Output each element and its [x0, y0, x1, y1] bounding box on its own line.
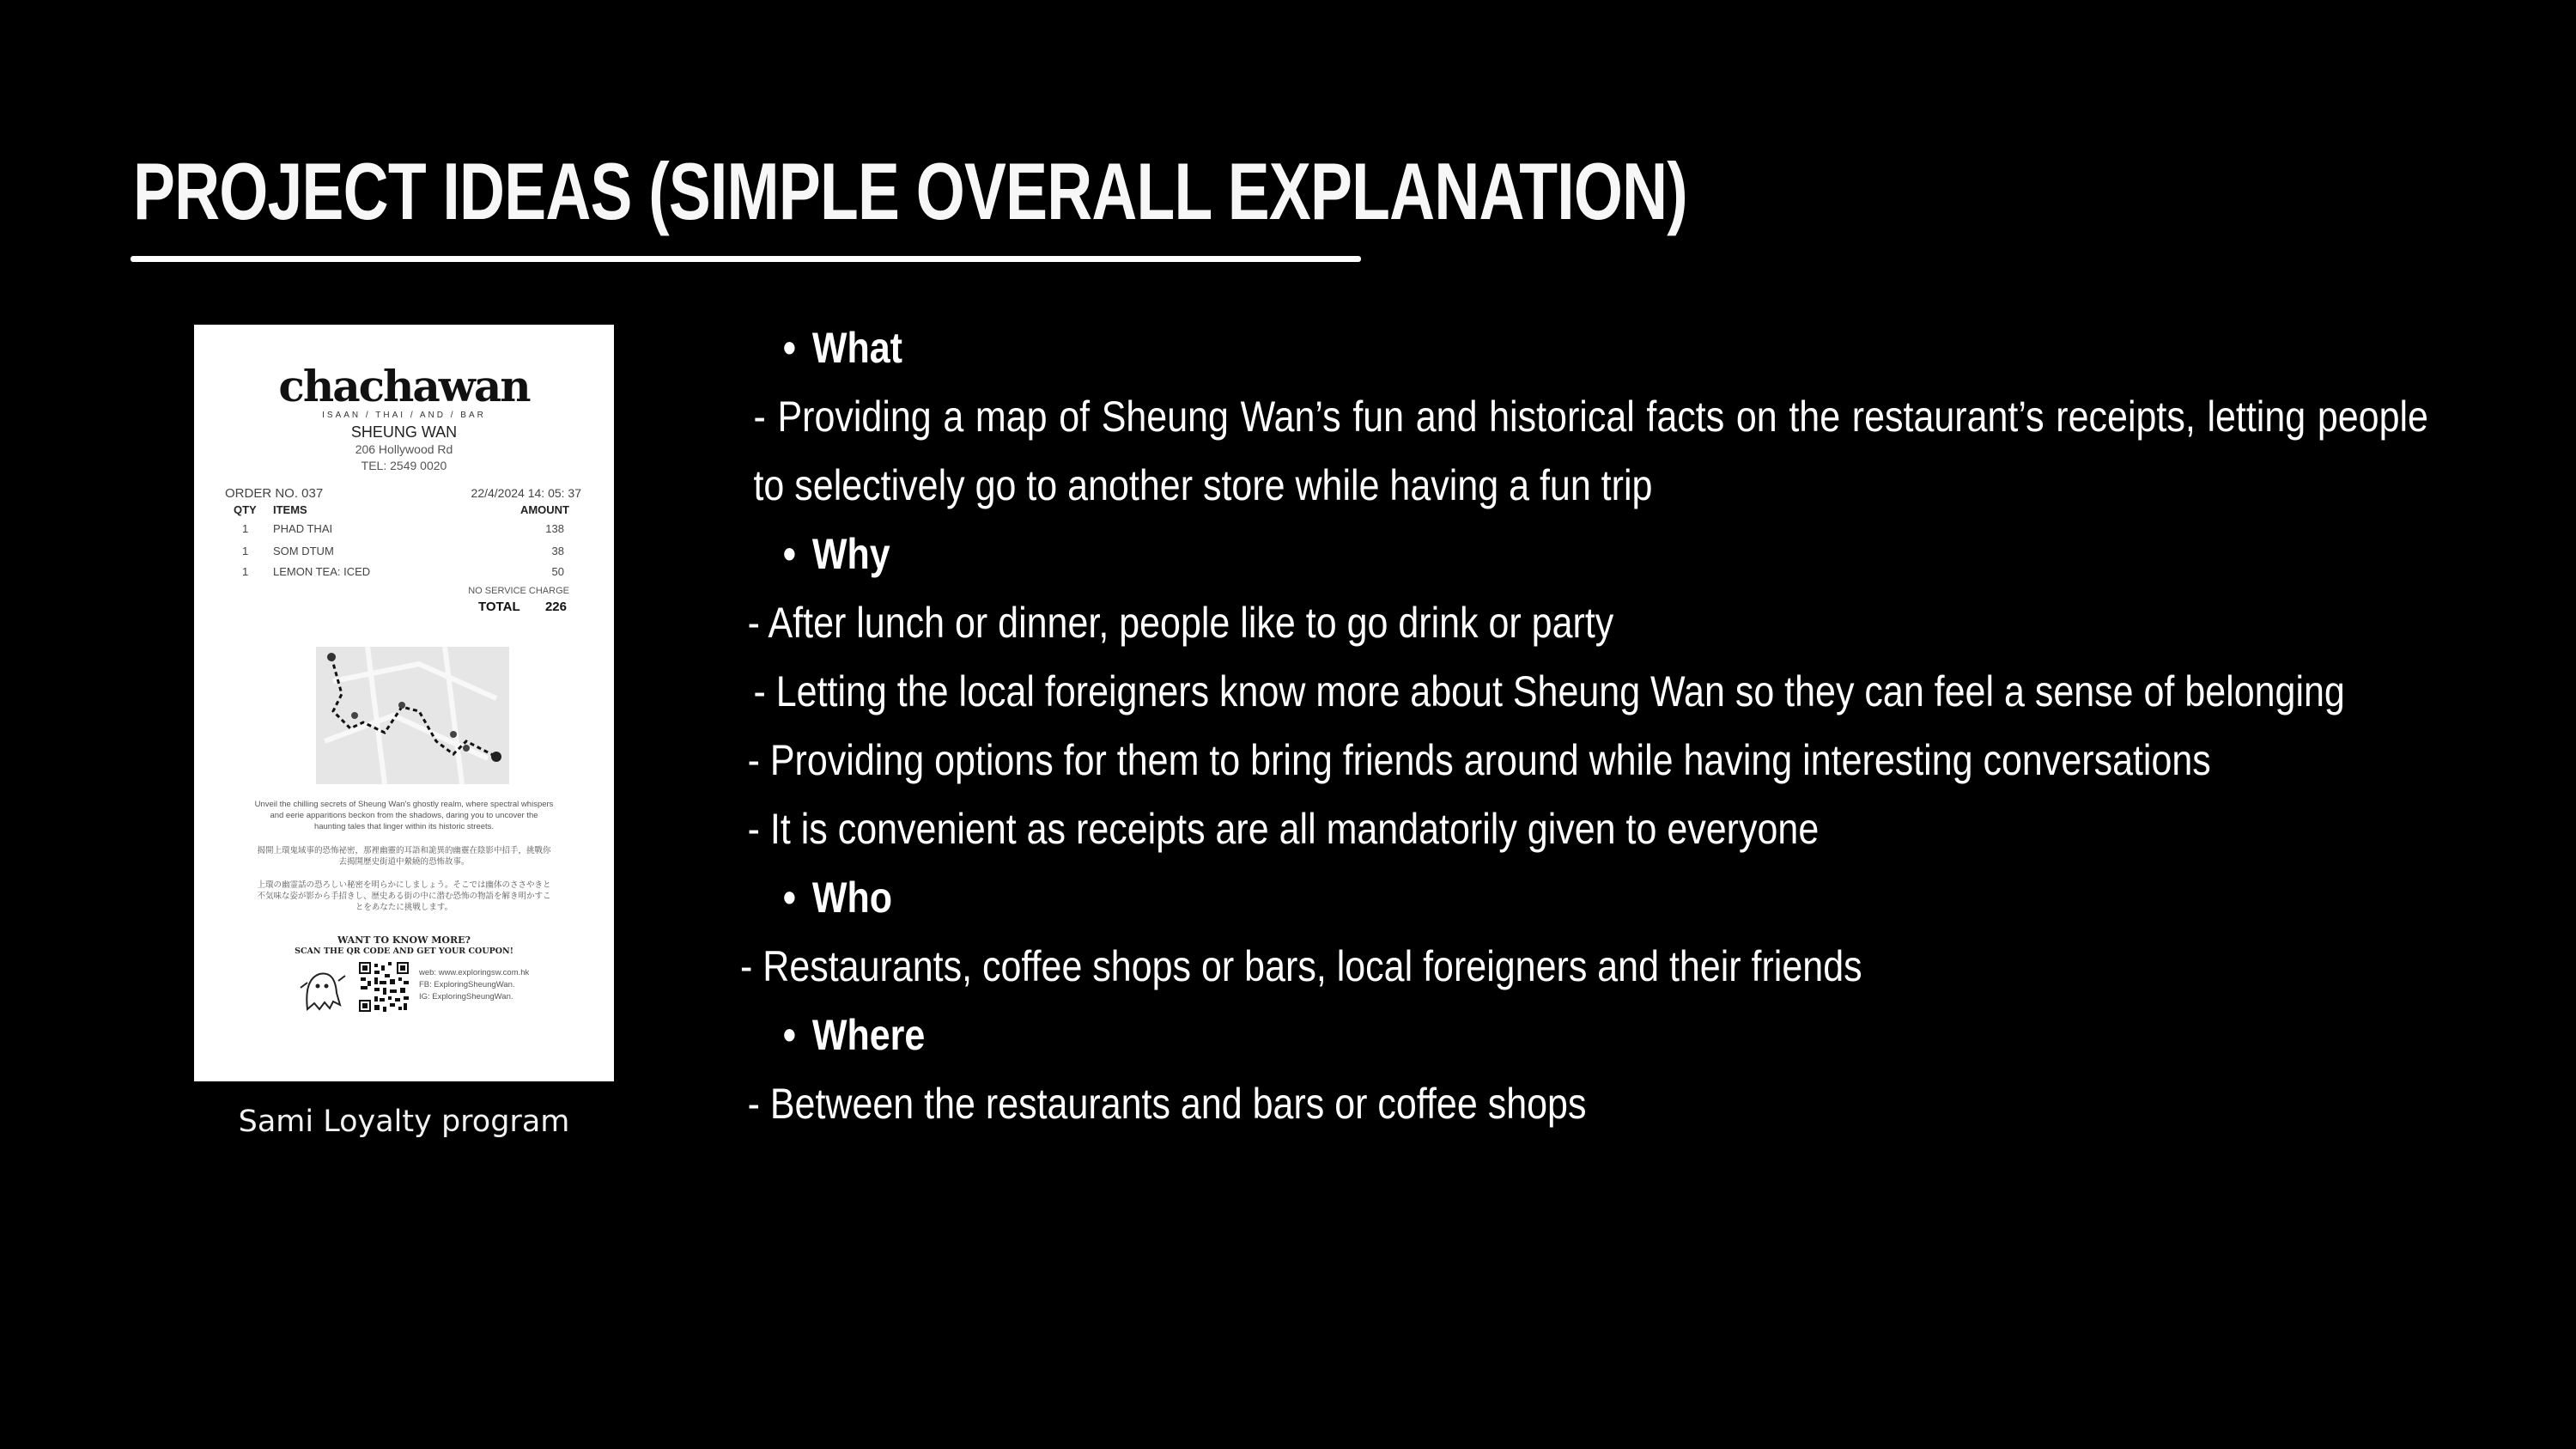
receipt-col-qty: QTY [234, 503, 257, 516]
receipt-service-note: NO SERVICE CHARGE [468, 586, 569, 596]
receipt-story-en: Unveil the chilling secrets of Sheung Wan's ghostly realm, where spectral whispers and eerie apparitions beckon from the shadows, daring you to uncover the haunting tales that linger within its historic streets. [254, 800, 554, 831]
heading-text: Where [811, 1011, 926, 1059]
receipt-col-items: ITEMS [273, 503, 307, 516]
why-line: - It is convenient as receipts are all mandatorily given to everyone [747, 805, 1820, 853]
qr-code-icon [357, 960, 410, 1014]
receipt-image [194, 325, 614, 1081]
where-line: - Between the restaurants and bars or coffee shops [747, 1080, 1587, 1128]
heading-text: What [811, 324, 902, 372]
receipt-total-value: 226 [544, 600, 567, 614]
receipt-ig: IG: ExploringSheungWan. [419, 992, 513, 1002]
receipt-item-amount: 138 [545, 522, 564, 535]
map-graphic [316, 647, 509, 784]
receipt-tel: TEL: 2549 0020 [361, 459, 447, 472]
receipt-item-name: LEMON TEA: ICED [273, 565, 371, 578]
receipt-tagline: ISAAN / THAI / AND / BAR [322, 411, 486, 420]
receipt-story-ja: 上環の幽霊話の恐ろしい秘密を明らかにしましょう。そこでは幽体のささやきと不気味な姿が影から手招きし、歴史ある街の中に潜む恐怖の物語を解き明かすことをあなたに挑戦します。 [257, 880, 551, 912]
receipt-item-amount: 50 [551, 565, 564, 578]
receipt-logo: chachawan [278, 361, 530, 411]
ghost-mascot-icon [295, 962, 347, 1014]
bullet-icon: • [782, 324, 796, 372]
receipt-caption: Sami Loyalty program [238, 1105, 570, 1139]
bullet-icon: • [782, 530, 796, 578]
receipt-links [419, 967, 529, 1003]
bullet-icon: • [782, 1011, 796, 1059]
heading-text: Why [811, 530, 890, 578]
why-line: - After lunch or dinner, people like to go drink or party [747, 599, 1614, 647]
receipt-web: web: www.exploringsw.com.hk [419, 968, 530, 977]
who-line: - Restaurants, coffee shops or bars, local foreigners and their friends [740, 942, 1862, 990]
heading-where [740, 1001, 2180, 1069]
receipt-order-no: ORDER NO. 037 [225, 486, 324, 501]
heading-what [740, 314, 2180, 382]
receipt-total-label: TOTAL [478, 600, 520, 614]
receipt-story-zh: 揭開上環鬼域事的恐怖祕密，那裡幽靈的耳語和詭異的幽靈在陰影中招手，挑戰你去揭開歷史街道中縈繞的恐怖故事。 [257, 846, 551, 867]
receipt-route-map [316, 647, 509, 784]
receipt-shop-name: SHEUNG WAN [350, 423, 458, 441]
receipt-fb: FB: ExploringSheungWan. [419, 980, 515, 989]
title-underline [131, 256, 1361, 262]
explanation-list [740, 314, 2428, 1138]
receipt-item-name: PHAD THAI [273, 522, 333, 535]
receipt-item-amount: 38 [551, 545, 564, 557]
why-line: - Providing options for them to bring friends around while having interesting conversations [747, 736, 2211, 784]
heading-why [740, 520, 2180, 588]
heading-who [740, 863, 2180, 932]
receipt-item-qty: 1 [242, 545, 249, 557]
receipt-item-qty: 1 [242, 522, 249, 535]
receipt-item-name: SOM DTUM [273, 545, 334, 557]
receipt-cta-subtitle: SCAN THE QR CODE AND GET YOUR COUPON! [295, 947, 513, 956]
receipt-address: 206 Hollywood Rd [355, 442, 453, 456]
receipt-datetime: 22/4/2024 14: 05: 37 [471, 486, 581, 500]
receipt-cta-title: WANT TO KNOW MORE? [337, 935, 471, 946]
heading-text: Who [811, 874, 892, 922]
receipt-col-amount: AMOUNT [519, 503, 569, 516]
receipt-item-qty: 1 [242, 565, 249, 578]
why-line: - Letting the local foreigners know more about Sheung Wan so they can feel a sense of belonging [753, 667, 2345, 715]
what-line: - Providing a map of Sheung Wan’s fun and historical facts on the restaurant’s receipts, letting people to selectively go to another store while having a fun trip [753, 393, 2428, 509]
slide-title: PROJECT IDEAS (SIMPLE OVERALL EXPLANATION) [133, 146, 1687, 236]
bullet-icon: • [782, 874, 796, 922]
